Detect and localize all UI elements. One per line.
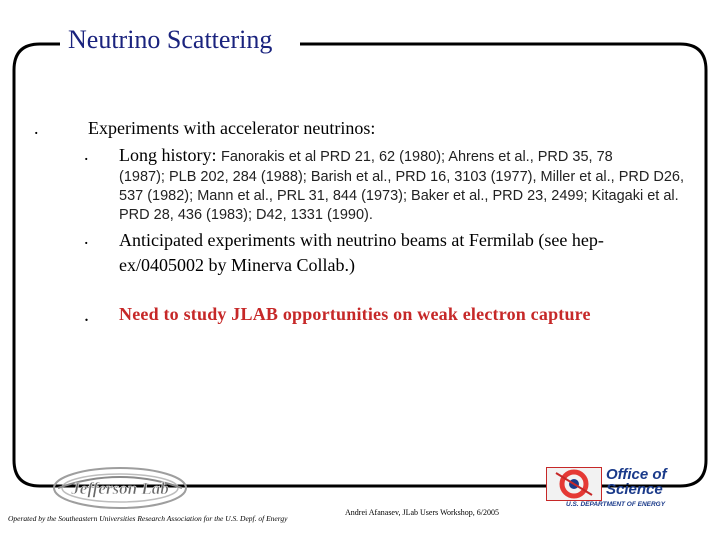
history-refs-line1: Fanorakis et al PRD 21, 62 (1980); Ahrens et al., PRD 35, 78 [221,149,613,165]
main-bullet-text: Experiments with accelerator neutrinos: [88,118,376,138]
jlab-logo-text: Jefferson Lab [71,479,169,498]
jlab-opportunities-text: Need to study JLAB opportunities on weak electron capture [119,304,591,324]
jefferson-lab-logo [50,462,190,512]
fermilab-text: Anticipated experiments with neutrino beams at Fermilab (see hep-ex/0405002 by Minerva Collab.) [119,230,604,275]
doe-line1: Office of [606,466,667,483]
bullet-dot: . [84,228,89,248]
history-lead: Long history: [119,145,221,165]
slide-title: Neutrino Scattering [64,24,276,56]
bullet-dot: . [34,118,39,138]
bullet-dot: . [84,304,89,326]
doe-emblem-icon [546,467,602,501]
doe-line2: Science [606,481,663,498]
history-refs-rest: (1987); PLB 202, 284 (1988); Barish et al., PRD 16, 3103 (1977), Miller et al., PRD D26, 537 (1982); Mann et al., PRL 31, 844 (1973); Baker et al., PRD 23, 2499; Kitagaki et al. PRD 28, 436 (1983); D42, 1331 (1990). [119,169,684,223]
footer-author: Andrei Afanasev, JLab Users Workshop, 6/2005 [345,508,499,517]
bullet-dot: . [84,144,89,164]
doe-line3: U.S. DEPARTMENT OF ENERGY [566,501,666,508]
footer-operated-by: Operated by the Southeastern Universities Research Association for the U.S. Depf. of Energy [8,514,288,523]
office-of-science-logo [546,467,686,507]
